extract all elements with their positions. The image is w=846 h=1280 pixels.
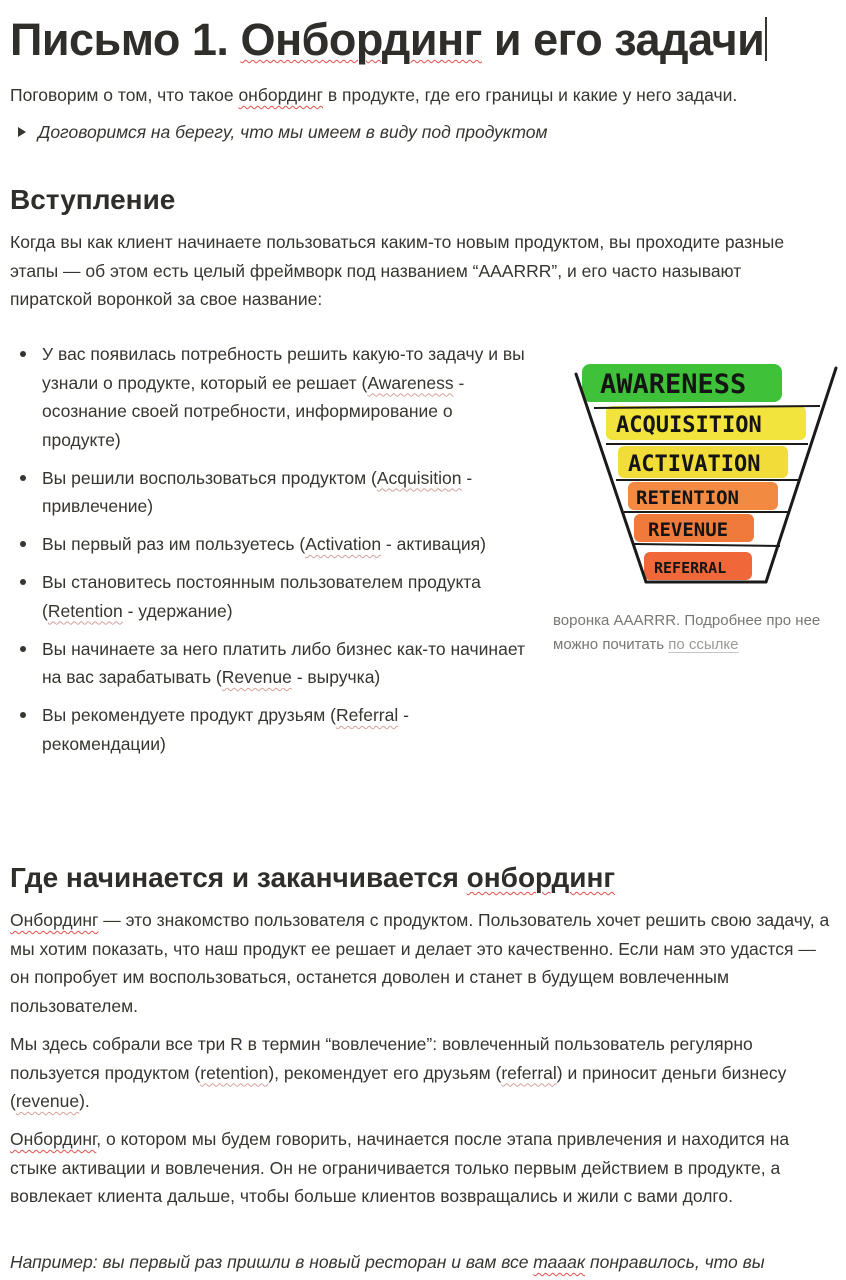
heading-intro: Вступление — [10, 184, 176, 215]
list-item: Вы первый раз им пользуетесь (Activation - активация) — [10, 530, 530, 559]
bullet-dot — [20, 646, 26, 652]
list-item: Вы становитесь постоянным пользователем продукта (Retention - удержание) — [10, 568, 530, 625]
title-rest: и его задачи — [481, 14, 765, 65]
term: Acquisition — [376, 467, 462, 488]
aaarrr-funnel-image[interactable] — [570, 360, 842, 592]
term: Revenue — [221, 667, 292, 687]
funnel-label-revenue: REVENUE — [648, 519, 729, 541]
term: Awareness — [367, 372, 454, 393]
term: Referral — [336, 705, 399, 725]
term: Activation — [305, 534, 382, 554]
funnel-label-retention: RETENTION — [636, 487, 739, 509]
bullet-dot — [20, 541, 26, 547]
image-caption: воронка AAARRR. Подробнее про нее можно почитать по ссылке — [553, 612, 821, 653]
funnel-label-activation: ACTIVATION — [628, 452, 761, 477]
bullet-dot — [20, 579, 26, 585]
example-paragraph: Например: вы первый раз пришли в новый ресторан и вам все тааак понравилось, что вы — [10, 1252, 765, 1272]
list-item: Вы решили воспользоваться продуктом (Acquisition - привлечение) — [10, 464, 530, 521]
text-cursor — [765, 17, 767, 61]
list-item: У вас появилась потребность решить какую-то задачу и вы узнали о продукте, который ее решает (Awareness - осознание своей потребности, информирование о продукте) — [10, 340, 530, 454]
funnel-label-referral: REFERRAL — [654, 559, 727, 577]
title-word-misspelled: Онбординг — [240, 14, 482, 65]
bullet-dot — [20, 475, 26, 481]
product-definition-toggle[interactable] — [10, 118, 548, 146]
funnel-label-awareness: AWARENESS — [600, 369, 747, 400]
list-item: Вы рекомендуете продукт друзьям (Referral - рекомендации) — [10, 701, 530, 758]
onboarding-scope-paragraph: Онбординг, о котором мы будем говорить, начинается после этапа привлечения и находится на стыке активации и вовлечения. Он не ограничивается только первым действием в продукте, а вовлекает клиента дальше, чтобы больше клиентов возвращались и жили с вами долго. — [10, 1129, 790, 1206]
heading-where-onboarding: Где начинается и заканчивается онбординг — [10, 862, 616, 893]
term: Retention — [47, 600, 123, 621]
intro-section-paragraph: Когда вы как клиент начинаете пользоваться каким-то новым продуктом, вы проходите разные этапы — об этом есть целый фреймворк под названием “AAARRR”, и его часто называют пиратской воронкой за свое название: — [10, 232, 785, 309]
title-number: Письмо 1. — [10, 14, 229, 65]
intro-paragraph: Поговорим о том, что такое онбординг в продукте, где его границы и какие у него задачи. — [10, 85, 738, 105]
bullet-dot — [20, 351, 26, 357]
list-item: Вы начинаете за него платить либо бизнес как-то начинает на вас зарабатывать (Revenue - выручка) — [10, 635, 530, 692]
bullet-dot — [20, 712, 26, 718]
caption-link[interactable]: по ссылке — [668, 636, 739, 653]
funnel-stages-list — [10, 340, 530, 768]
toggle-triangle-icon[interactable] — [18, 127, 26, 137]
funnel-label-acquisition: ACQUISITION — [616, 413, 762, 438]
page-title[interactable] — [10, 10, 767, 70]
toggle-label: Договоримся на берегу, что мы имеем в виду под продуктом — [38, 122, 548, 142]
engagement-paragraph: Мы здесь собрали все три R в термин “вовлечение”: вовлеченный пользователь регулярно пользуется продуктом (retention), рекомендует его друзьям (referral) и приносит деньги бизнесу (revenue). — [10, 1034, 787, 1111]
onboarding-definition-paragraph: Онбординг — это знакомство пользователя с продуктом. Пользователь хочет решить свою задачу, а мы хотим показать, что наш продукт ее решает и делает это качественно. Если нам это удастся — он попробует им воспользоваться, останется доволен и станет в будущем вовлеченным пользователем. — [10, 910, 830, 1016]
spellcheck-word: онбординг — [238, 85, 323, 105]
